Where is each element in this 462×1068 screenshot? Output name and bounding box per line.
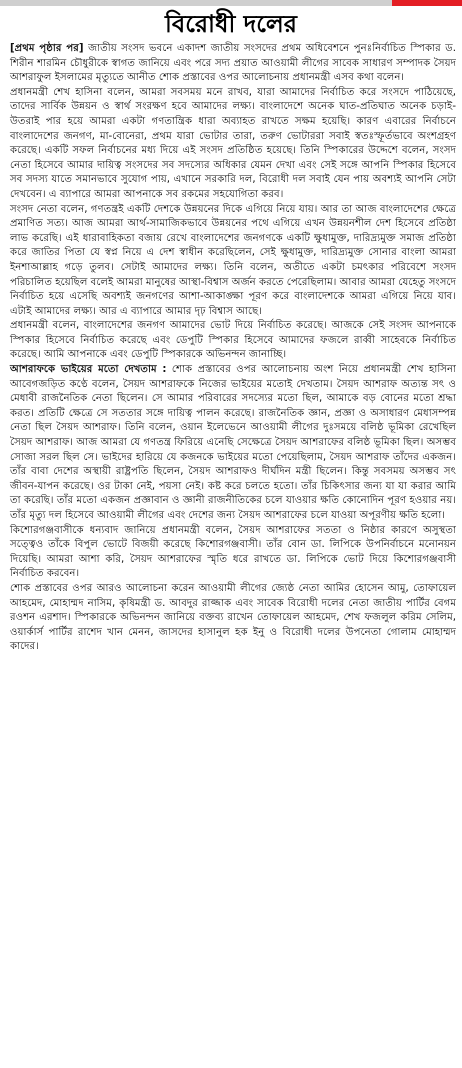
top-bar-gray-segment xyxy=(0,0,392,6)
paragraph-text: জাতীয় সংসদ ভবনে একাদশ জাতীয় সংসদের প্রথম অধিবেশনে পুনঃনির্বাচিত স্পিকার ড. শিরীন শারমিন চৌধুরীকে স্বাগত জানিয়ে এবং পরে সদ্য প্রয়াত আওয়ামী লীগের সাবেক সাধারণ সম্পাদক সৈয়দ আশরাফুল ইসলামের মৃত্যুতে আনীত শোক প্রস্তাবের ওপর আলোচনায় প্রধানমন্ত্রী এসব কথা বলেন। xyxy=(10,43,456,84)
top-color-bar xyxy=(0,0,462,6)
paragraph-text: কিশোরগঞ্জবাসীকে ধন্যবাদ জানিয়ে প্রধানমন্ত্রী বলেন, সৈয়দ আশরাফের সততা ও নিষ্ঠার কারণে অসুস্থতা সত্ত্বেও তাঁকে বিপুল ভোটে বিজয়ী করেছে কিশোরগঞ্জবাসী। তাঁর বোন ডা. লিপিকে উপনির্বাচনে মনোনয়ন দিয়েছি। আমরা আশা করি, সৈয়দ আশরাফের স্মৃতি ধরে রাখতে ডা. লিপিকে ভোট দিয়ে কিশোরগঞ্জবাসী নির্বাচিত করবেন। xyxy=(10,524,456,580)
paragraph-condolence xyxy=(10,363,456,524)
paragraph-pm-remarks xyxy=(10,86,456,203)
paragraph-text: সংসদ নেতা বলেন, গণতন্ত্রই একটি দেশকে উন্নয়নের দিকে এগিয়ে নিয়ে যায়। আর তা আজ বাংলাদেশের ক্ষেত্রে প্রমাণিত সত্য। আজ আমরা আর্থ-সামাজিকভাবে উন্নয়নের পথে এগিয়ে এখন উন্নয়নশীল দেশ হিসেবে প্রতিষ্ঠা লাভ করেছি। এই ধারাবাহিকতা বজায় রেখে বাংলাদেশের জনগণকে একটি ক্ষুধামুক্ত, দারিদ্র্যমুক্ত সমাজ প্রতিষ্ঠা করে জাতির পিতা যে স্বপ্ন নিয়ে এ দেশ স্বাধীন করেছিলেন, সেই ক্ষুধামুক্ত, দারিদ্র্যমুক্ত সোনার বাংলা আমরা ইনশাআল্লাহ গড়ে তুলব। সেটাই আমাদের লক্ষ্য। তিনি বলেন, অতীতে একটা চমৎকার পরিবেশে সংসদ পরিচালিত হয়েছিল বলেই আমরা মানুষের আস্থা-বিশ্বাস অর্জন করতে পেরেছিলাম। আবার আমরা যেহেতু সংসদে নির্বাচিত হয়ে এসেছি অবশ্যই জনগণের আশা-আকাঙ্ক্ষা পূরণ করে বাংলাদেশকে আমরা এগিয়ে নিয়ে যাব। এটাই আমাদের লক্ষ্য। আর এ ব্যাপারে আমার দৃঢ় বিশ্বাস আছে। xyxy=(10,203,456,317)
section-subhead: আশরাফকে ভাইয়ের মতো দেখতাম : xyxy=(10,364,167,376)
paragraph-text: শোক প্রস্তাবের ওপর আরও আলোচনা করেন আওয়ামী লীগের জ্যেষ্ঠ নেতা আমির হোসেন আমু, তোফায়েল আহমেদ, মোহাম্মদ নাসিম, কৃষিমন্ত্রী ড. আবদুর রাজ্জাক এবং সাবেক বিরোধী দলের নেতা জাতীয় পার্টির বেগম রওশন এরশাদ। স্পিকারকে অভিনন্দন জানিয়ে বক্তব্য রাখেন তোফায়েল আহমেদ, শেখ ফজলুল করিম সেলিম, ওয়ার্কার্স পার্টির রাশেদ খান মেনন, জাসদের হাসানুল হক ইনু ও বিরোধী দলের উপনেতা গোলাম মোহাম্মদ কাদের। xyxy=(10,582,456,653)
paragraph-text: প্রধানমন্ত্রী বলেন, বাংলাদেশের জনগণ আমাদের ভোট দিয়ে নির্বাচিত করেছে। আজকে সেই সংসদ আপনাকে স্পিকার হিসেবে নির্বাচিত করেছে এবং ডেপুটি স্পিকার হিসেবে আমাদের ফজলে রাব্বী সাহেবকে নির্বাচিত করেছে। আমি আপনাকে এবং ডেপুটি স্পিকারকে অভিনন্দন জানাচ্ছি। xyxy=(10,320,456,361)
article-headline: বিরোধী দলের xyxy=(164,10,298,38)
paragraph-congratulations xyxy=(10,319,456,363)
continuation-marker: [প্রথম পৃষ্ঠার পর] xyxy=(10,43,84,54)
paragraph-text: শোক প্রস্তাবের ওপর আলোচনায় অংশ নিয়ে প্রধানমন্ত্রী শেখ হাসিনা আবেগজড়িত কণ্ঠে বলেন, সৈয়দ আশরাফকে নিজের ভাইয়ের মতোই দেখতাম। সৈয়দ আশরাফ অত্যন্ত সৎ ও মেধাবী রাজনৈতিক নেতা ছিলেন। সে আমার পরিবারের সদস্যের মতো ছিল, আমাকে বড় বোনের মতো শ্রদ্ধা করত। প্রতিটি ক্ষেত্রে সে সততার সঙ্গে দায়িত্ব পালন করেছে। রাজনৈতিক জ্ঞান, প্রজ্ঞা ও অসাধারণ মেধাসম্পন্ন নেতা ছিল সৈয়দ আশরাফ। তিনি বলেন, ওয়ান ইলেভেনে আওয়ামী লীগের দুঃসময়ে বলিষ্ঠ ভূমিকা রেখেছিল সৈয়দ আশরাফ। আজ আমরা যে গণতন্ত্র ফিরিয়ে এনেছি সেক্ষেত্রে সৈয়দ আশরাফের বলিষ্ঠ ভূমিকা ছিল। অসম্ভব সোজা সরল ছিল সে। ভাইদের হারিয়ে যে কজনকে ভাইয়ের মতো পেয়েছিলাম, সৈয়দ আশরাফ তাঁদের একজন। তাঁর বাবা দেশের অস্থায়ী রাষ্ট্রপতি ছিলেন, সৈয়দ আশরাফও দীর্ঘদিন মন্ত্রী ছিলেন। কিন্তু সবসময় অসম্ভব সৎ জীবন-যাপন করেছে। ওর টাকা নেই, পয়সা নেই। কষ্ট করে চলতে হতো। তাঁর চিকিৎসার জন্য যা যা করার আমি তা করেছি। তাঁর মতো একজন প্রজ্ঞাবান ও জ্ঞানী রাজনীতিকের চলে যাওয়ার ক্ষতি কোনোদিন পূরণ হওয়ার নয়। তাঁর মৃত্যু দল হিসেবে আওয়ামী লীগের এবং দেশের জন্য সৈয়দ আশরাফের চলে যাওয়া অপূরণীয় ক্ষতি হলো। xyxy=(10,364,457,521)
top-bar-red-segment xyxy=(392,0,462,6)
paragraph-kishoreganj xyxy=(10,524,456,582)
paragraph-democracy xyxy=(10,203,456,320)
paragraph-text: প্রধানমন্ত্রী শেখ হাসিনা বলেন, আমরা সবসময় মনে রাখব, যারা আমাদের নির্বাচিত করে সংসদে পাঠিয়েছে, তাদের সার্বিক উন্নয়ন ও স্বার্থ সংরক্ষণ হবে আমাদের লক্ষ্য। বাংলাদেশে অনেক ঘাত-প্রতিঘাত অনেক চড়াই-উতরাই পার হয়ে আমরা একটা গণতান্ত্রিক ধারা অব্যাহত রাখতে সক্ষম হয়েছি। কারণ এবারের নির্বাচনে বাংলাদেশের জনগণ, মা-বোনেরা, প্রথম যারা ভোটার তারা, তরুণ ভোটাররা সবাই স্বতঃস্ফূর্তভাবে অংশগ্রহণ করেছে। একটি সফল নির্বাচনের মধ্য দিয়ে এই সংসদ প্রতিষ্ঠিত হয়েছে। তিনি স্পিকারের উদ্দেশে বলেন, সংসদ নেতা হিসেবে আমার দায়িত্ব সংসদের সব সদস্যের অধিকার যেমন দেখা এবং সেই সঙ্গে আপনি স্পিকার হিসেবে সব সদস্য যাতে সমানভাবে সুযোগ পায়, এখানে সরকারি দল, বিরোধী দল সবাই যেন পায় অবশ্যই আপনি সেটা দেখবেন। এ ব্যাপারে আমরা আপনাকে সব রকমের সহযোগিতা করব। xyxy=(10,86,456,200)
paragraph-other-speakers xyxy=(10,582,456,655)
paragraph-continuation xyxy=(10,42,456,86)
article-body xyxy=(10,42,456,655)
